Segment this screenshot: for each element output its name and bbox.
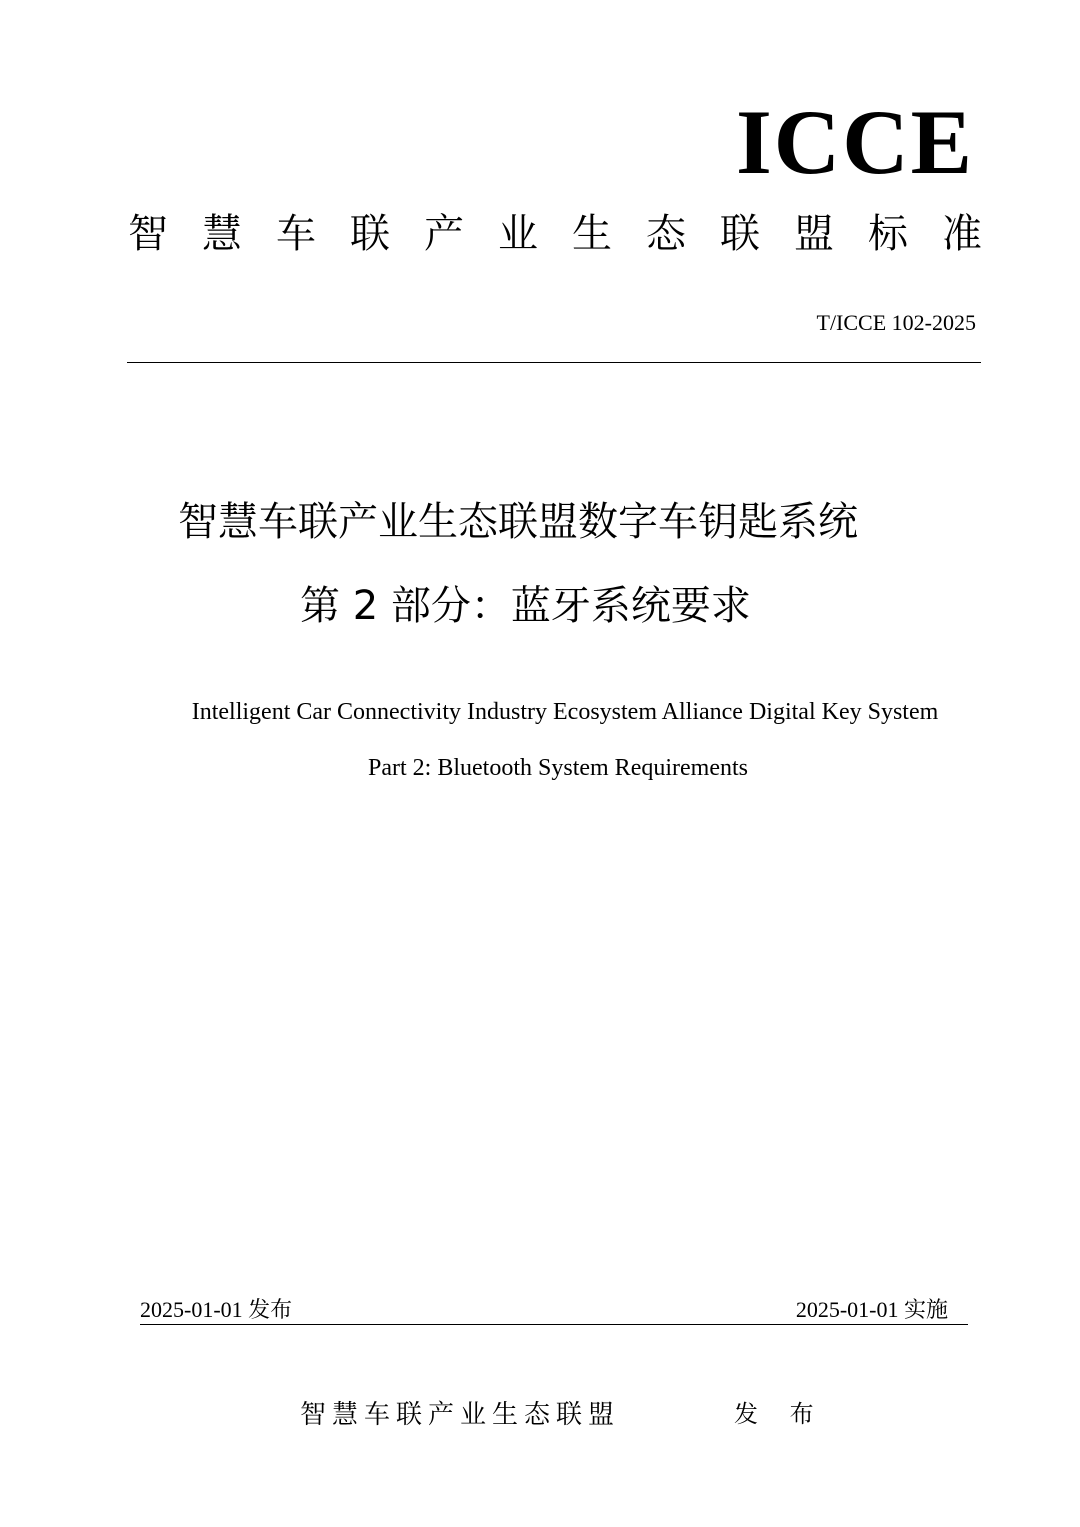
publisher-name: 智慧车联产业生态联盟 <box>300 1400 621 1430</box>
standard-number: T/ICCE 102-2025 <box>816 310 976 335</box>
english-title-line-1: Intelligent Car Connectivity Industry Ecosystem Alliance Digital Key System <box>191 699 939 725</box>
english-title-line-2: Part 2: Bluetooth System Requirements <box>368 755 748 781</box>
chinese-title-line-1: 智慧车联产业生态联盟数字车钥匙系统 <box>178 499 858 545</box>
dates-row <box>140 1296 968 1325</box>
standard-category-title: 智慧车联产业生态联盟标准 <box>128 211 1016 257</box>
icce-logo: ICCE <box>735 91 974 193</box>
chinese-title-line-2: 第 2 部分：蓝牙系统要求 <box>300 583 751 629</box>
effective-date: 2025-01-01 实施 <box>795 1297 948 1322</box>
issue-date: 2025-01-01 发布 <box>140 1297 293 1322</box>
header-divider <box>127 362 981 363</box>
publish-label: 发 布 <box>734 1400 826 1428</box>
